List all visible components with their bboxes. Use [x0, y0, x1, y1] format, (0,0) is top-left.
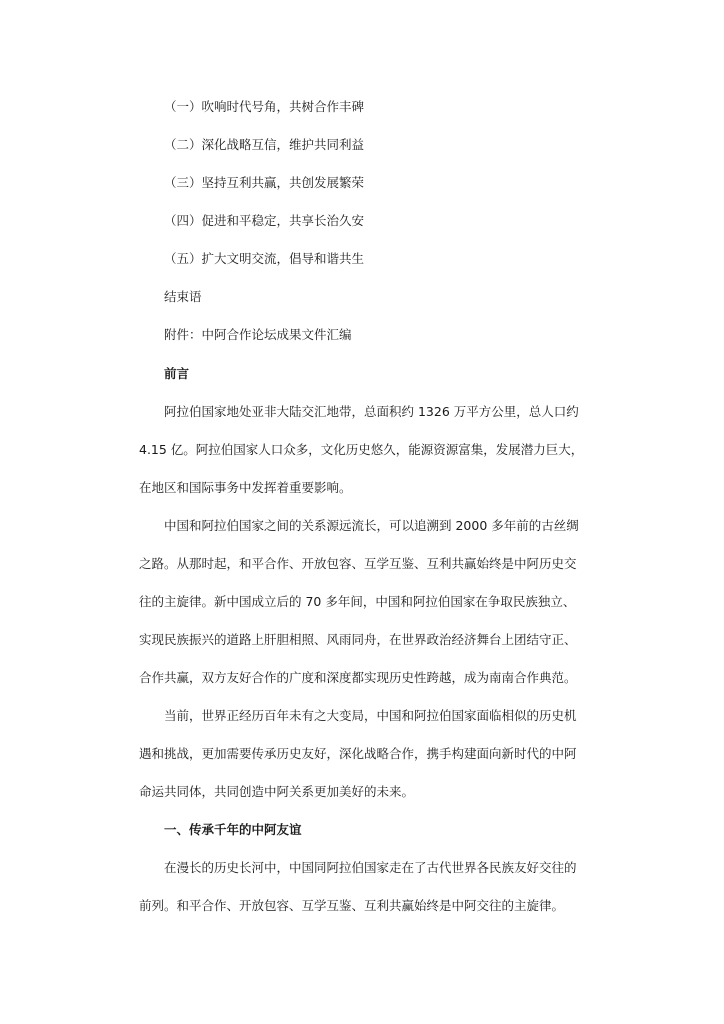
preface-heading: 前言: [164, 366, 190, 381]
preface-p2-line-2: 之路。从那时起，和平合作、开放包容、互学互鉴、互利共赢始终是中阿历史交: [139, 556, 577, 571]
toc-item-4[interactable]: （四）促进和平稳定，共享长治久安: [164, 213, 365, 228]
toc-item-2[interactable]: （二）深化战略互信，维护共同利益: [164, 137, 365, 152]
toc-item-1[interactable]: （一）吹响时代号角，共树合作丰碑: [164, 99, 365, 114]
preface-p3-line-1: 当前，世界正经历百年未有之大变局，中国和阿拉伯国家面临相似的历史机: [164, 708, 577, 723]
toc-item-5[interactable]: （五）扩大文明交流，倡导和谐共生: [164, 251, 365, 266]
preface-p3-line-3: 命运共同体，共同创造中阿关系更加美好的未来。: [139, 784, 415, 799]
section1-p1-line-1: 在漫长的历史长河中，中国同阿拉伯国家走在了古代世界各民族友好交往的: [164, 860, 577, 875]
toc-item-3[interactable]: （三）坚持互利共赢，共创发展繁荣: [164, 175, 365, 190]
preface-p2-line-3: 往的主旋律。新中国成立后的 70 多年间，中国和阿拉伯国家在争取民族独立、: [139, 594, 576, 609]
preface-p3-line-2: 遇和挑战，更加需要传承历史友好，深化战略合作，携手构建面向新时代的中阿: [139, 746, 577, 761]
toc-appendix[interactable]: 附件：中阿合作论坛成果文件汇编: [164, 327, 352, 342]
preface-p2-line-4: 实现民族振兴的道路上肝胆相照、风雨同舟，在世界政治经济舞台上团结守正、: [139, 632, 577, 647]
preface-p1-line-1: 阿拉伯国家地处亚非大陆交汇地带，总面积约 1326 万平方公里，总人口约: [164, 404, 579, 419]
preface-p1-line-3: 在地区和国际事务中发挥着重要影响。: [139, 480, 352, 495]
preface-p2-line-5: 合作共赢，双方友好合作的广度和深度都实现历史性跨越，成为南南合作典范。: [139, 670, 577, 685]
toc-conclusion[interactable]: 结束语: [164, 289, 202, 304]
section1-heading: 一、传承千年的中阿友谊: [164, 822, 302, 837]
preface-p1-line-2: 4.15 亿。阿拉伯国家人口众多，文化历史悠久，能源资源富集，发展潜力巨大，: [139, 442, 584, 457]
section1-p1-line-2: 前列。和平合作、开放包容、互学互鉴、互利共赢始终是中阿交往的主旋律。: [139, 898, 565, 913]
preface-p2-line-1: 中国和阿拉伯国家之间的关系源远流长，可以追溯到 2000 多年前的古丝绸: [164, 518, 579, 533]
